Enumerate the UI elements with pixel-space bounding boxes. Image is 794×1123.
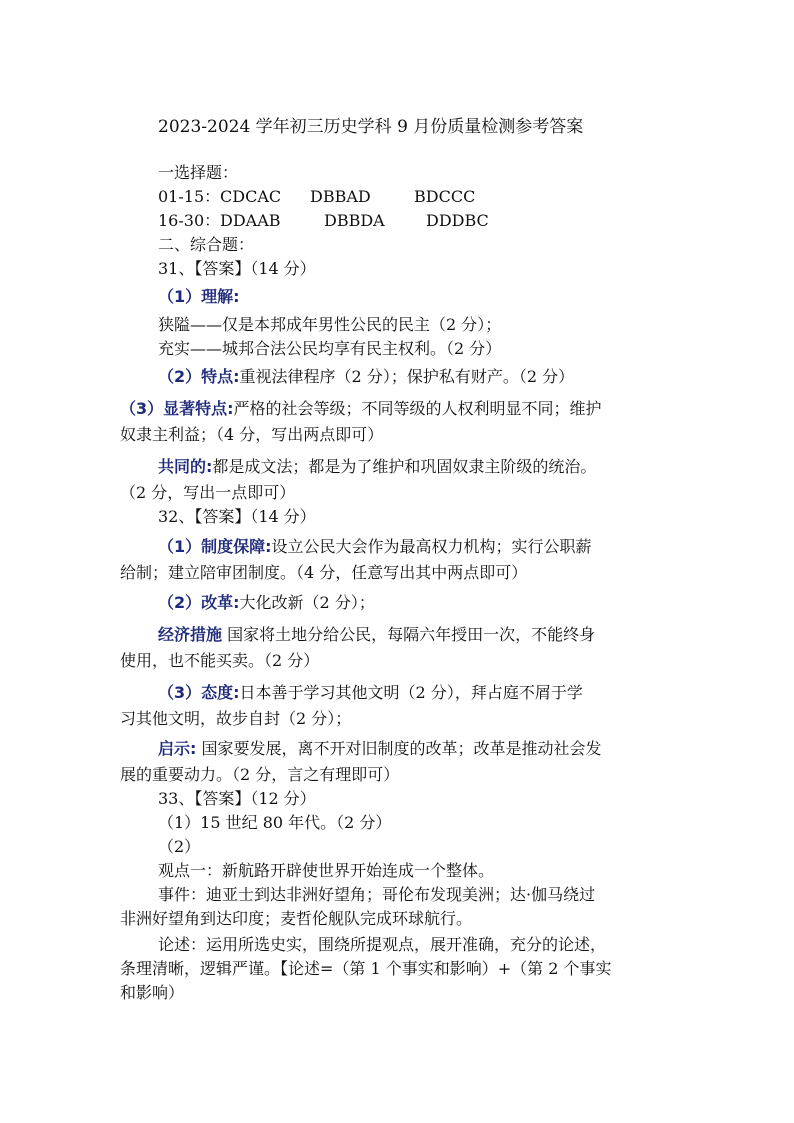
answer-group: DDAAB: [220, 211, 281, 230]
q31-part4-text2: （2 分，写出一点即可）: [120, 483, 296, 502]
answer-group: DDDBC: [426, 211, 489, 230]
q33-part2: （2）: [158, 837, 201, 856]
q31-part1-label: （1）理解:: [158, 287, 240, 306]
section1-heading: 一选择题：: [158, 163, 239, 182]
q31-part2-label: （2）特点:: [158, 367, 240, 386]
q33-argument-line2: 条理清晰，逻辑严谨。【论述=（第 1 个事实和影响）+（第 2 个事实: [120, 959, 612, 978]
q33-part1: （1）15 世纪 80 年代。（2 分）: [158, 813, 392, 832]
answer-range: 16-30：: [158, 211, 221, 230]
q32-part3-text2: 使用，也不能买卖。（2 分）: [120, 651, 320, 670]
answer-group: BDCCC: [414, 187, 476, 206]
q31-part1-line1: 狭隘——仅是本邦成年男性公民的民主（2 分）；: [158, 315, 502, 334]
q31-part3-text1: 严格的社会等级；不同等级的人权利明显不同；维护: [233, 399, 602, 418]
q32-part2-text: 大化改新（2 分）；: [239, 593, 375, 612]
q31-part1-line2: 充实——城邦合法公民均享有民主权利。（2 分）: [158, 339, 502, 358]
q32-part2: [158, 592, 375, 614]
answer-group: DBBAD: [310, 187, 371, 206]
answer-group: DBBDA: [324, 211, 385, 230]
q32-part3-text1: 国家将土地分给公民，每隔六年授田一次，不能终身: [227, 625, 596, 644]
answer-range: 01-15：: [158, 187, 221, 206]
q32-header: 32、【答案】（14 分）: [158, 507, 316, 526]
answer-row-2: [158, 210, 489, 232]
q31-part3: [120, 398, 602, 420]
page-title: 2023-2024 学年初三历史学科 9 月份质量检测参考答案: [158, 117, 584, 137]
q31-header: 31、【答案】（14 分）: [158, 259, 316, 278]
q32-part2-label: （2）改革:: [158, 593, 240, 612]
q32-part5-label: 启示:: [158, 739, 197, 758]
section2-heading: 二、综合题：: [158, 235, 255, 254]
q31-part3-label: （3）显著特点:: [120, 399, 234, 418]
q32-part5-text1: 国家要发展，离不开对旧制度的改革；改革是推动社会发: [201, 739, 602, 758]
q33-event-line1: 事件：迪亚士到达非洲好望角；哥伦布发现美洲；达·伽马绕过: [158, 885, 596, 904]
q31-part2: [158, 366, 574, 388]
q32-part3-label: 经济措施: [158, 625, 223, 644]
q32-part5: [158, 738, 602, 760]
q31-part2-text: 重视法律程序（2 分）；保护私有财产。（2 分）: [239, 367, 575, 386]
q32-part4-text1: 日本善于学习其他文明（2 分），拜占庭不屑于学: [239, 683, 583, 702]
q32-part1-text1: 设立公民大会作为最高权力机构；实行公职薪: [271, 537, 592, 556]
q33-event-line2: 非洲好望角到达印度；麦哲伦舰队完成环球航行。: [120, 909, 473, 928]
answer-row-1: [158, 186, 475, 208]
q32-part4-text2: 习其他文明，故步自封（2 分）；: [120, 709, 352, 728]
q33-header: 33、【答案】（12 分）: [158, 789, 316, 808]
answer-group: CDCAC: [220, 187, 282, 206]
q31-part3-text2: 奴隶主利益；（4 分，写出两点即可）: [120, 425, 384, 444]
q32-part4-label: （3）态度:: [158, 683, 240, 702]
q32-part1-label: （1）制度保障:: [158, 537, 272, 556]
q32-part1: [158, 536, 592, 558]
q32-part4: [158, 682, 583, 704]
q33-view: 观点一：新航路开辟使世界开始连成一个整体。: [158, 861, 495, 880]
q31-part4: [158, 456, 596, 478]
q32-part1-text2: 给制；建立陪审团制度。（4 分，任意写出其中两点即可）: [120, 563, 528, 582]
q32-part3: [158, 624, 595, 646]
q33-argument-line3: 和影响）: [120, 983, 185, 1002]
q32-part5-text2: 展的重要动力。（2 分，言之有理即可）: [120, 765, 400, 784]
q31-part4-text1: 都是成文法；都是为了维护和巩固奴隶主阶级的统治。: [212, 457, 597, 476]
q33-argument-line1: 论述：运用所选史实，围绕所提观点，展开准确，充分的论述，: [158, 935, 607, 954]
q31-part4-label: 共同的:: [158, 457, 213, 476]
